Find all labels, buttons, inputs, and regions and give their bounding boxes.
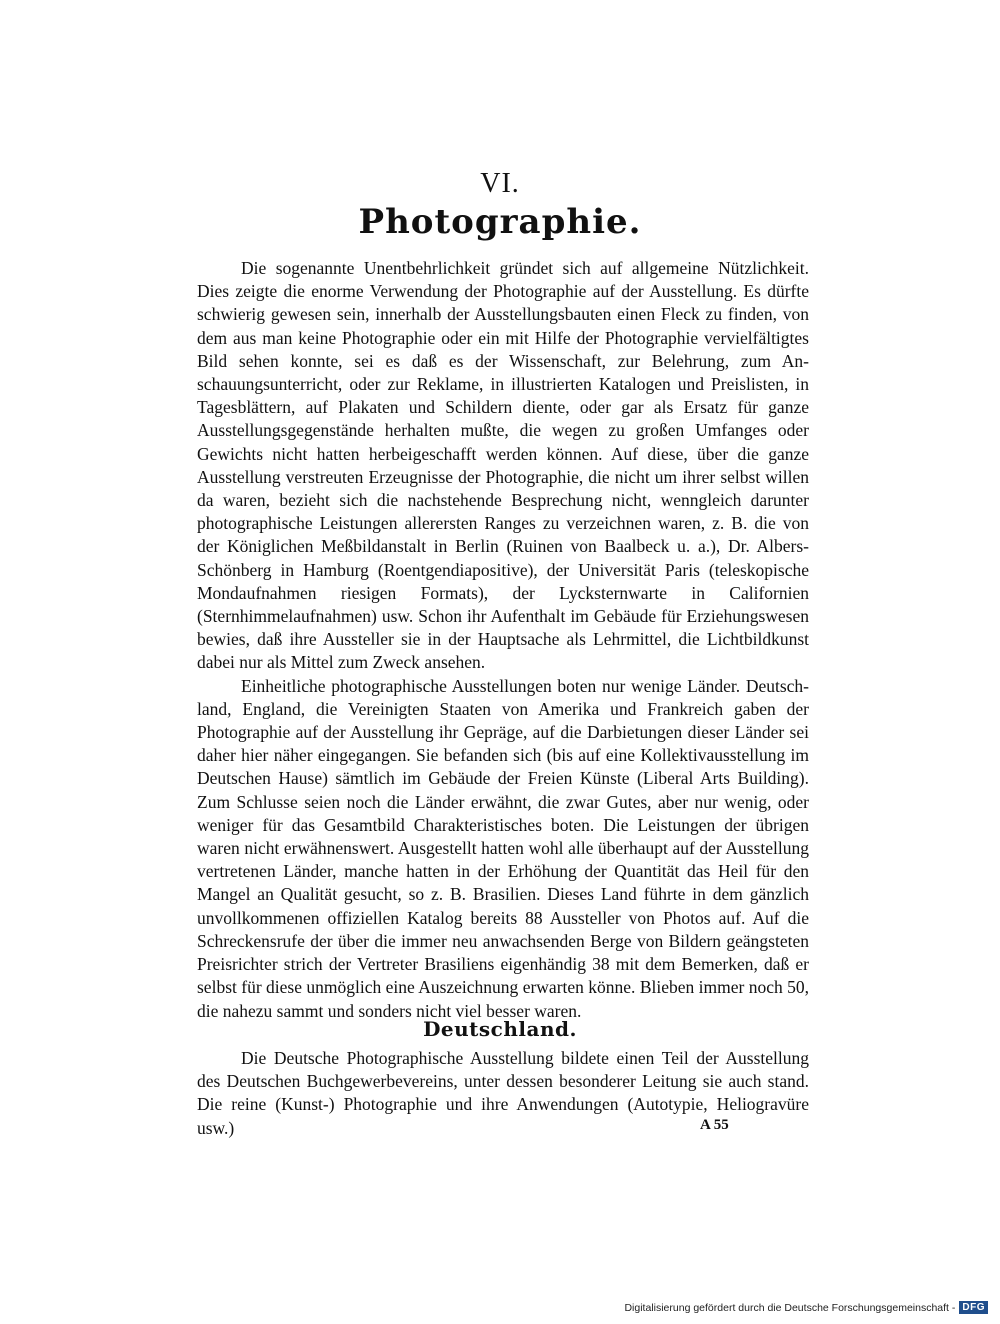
footer-text: Digitalisierung gefördert durch die Deutsche Forschungsgemeinschaft - [624,1301,956,1314]
paragraph: Die sogenannte Unentbehrlichkeit gründet sich auf allgemeine Nützlichkeit. Dies zeigte die enorme Verwendung der Photographie auf der Ausstellung. Es dürfte schwierig gewesen sein, innerhalb der Ausstellungsbauten einen Fleck zu finden, von dem aus man keine Photographie oder ein mit Hilfe der Photographie vervielfältigtes Bild sehen konnte, sei es daß es der Wissenschaft, zur Belehrung, zum Anschauungsunterricht, oder zur Reklame, in illustrierten Katalogen und Preislisten, in Tagesblättern, auf Plakaten und Schildern diente, oder gar als Ersatz für ganze Ausstellungsgegenstände herhalten mußte, die wegen zu großen Umfanges oder Gewichts nicht hatten herbeigeschafft werden können. Auf diese, über die ganze Ausstellung verstreuten Erzeugnisse der Photographie, die nicht um ihrer selbst willen da waren, bezieht sich die nachstehende Besprechung nicht, wenngleich darunter photographische Leistungen allerersten Ranges zu verzeichnen waren, z. B. die von der Königlichen Meßbildanstalt in Berlin (Ruinen von Baalbeck u. a.), Dr. Albers-Schönberg in Hamburg (Roentgendiapositive), der Universität Paris (teleskopische Mondaufnahmen riesigen Formats), der Lycksternwarte in Californien (Sternhimmelaufnahmen) usw. Schon ihr Aufenthalt im Gebäude für Erziehungswesen bewies, daß ihre Aussteller sie in der Hauptsache als Lehrmittel, die Lichtbildkunst dabei nur als Mittel zum Zweck ansehen. [197,258,809,673]
paragraph: Die Deutsche Photographische Ausstellung bildete einen Teil der Ausstellung des Deutschen Buchgewerbevereins, unter dessen besonderer Leitung sie auch stand. Die reine (Kunst-) Photographie und ihre Anwendungen (Autotypie, Heliogravüre usw.) [197,1048,809,1138]
chapter-title: Photographie. [358,202,642,242]
chapter-body [197,257,809,1023]
section-heading: Deutschland. [423,1017,577,1041]
digitization-footer [624,1301,988,1314]
dfg-logo-icon: DFG [959,1301,988,1314]
paragraph: Einheitliche photographische Ausstellungen boten nur wenige Länder. Deutschland, England, die Vereinigten Staaten von Amerika und Frankreich gaben der Photographie auf der Ausstellung ihr Gepräge, auf die Darbietungen dieser Länder sei daher hier näher eingegangen. Sie befanden sich (bis auf eine Kollektivausstellung im Deutschen Hause) sämtlich im Gebäude der Freien Künste (Liberal Arts Building). Zum Schlusse seien noch die Länder erwähnt, die zwar Gutes, aber nur wenig, oder weniger für das Gesamtbild Charakteristisches boten. Die Leistungen der übrigen waren nicht erwähnenswert. Ausgestellt hatten wohl alle überhaupt auf der Ausstellung vertretenen Länder, manche hatten in der Erhöhung der Quantität das Heil für den Mangel an Qualität gesucht, so z. B. Brasilien. Dieses Land führte in dem gänzlich unvollkommenen offiziellen Katalog bereits 88 Aussteller von Photos auf. Auf die Schreckensrufe der über die immer neu anwachsenden Berge von Bildern geängsteten Preisrichter strich der Vertreter Brasiliens eigenhändig 38 mit dem Bemerken, daß er selbst für diese unmöglich eine Auszeichnung erwarten könne. Blieben immer noch 50, die nahezu sammt und sonders nicht viel besser waren. [197,675,809,1021]
printer-signature: A 55 [700,1117,729,1133]
chapter-number: VI. [480,168,520,199]
